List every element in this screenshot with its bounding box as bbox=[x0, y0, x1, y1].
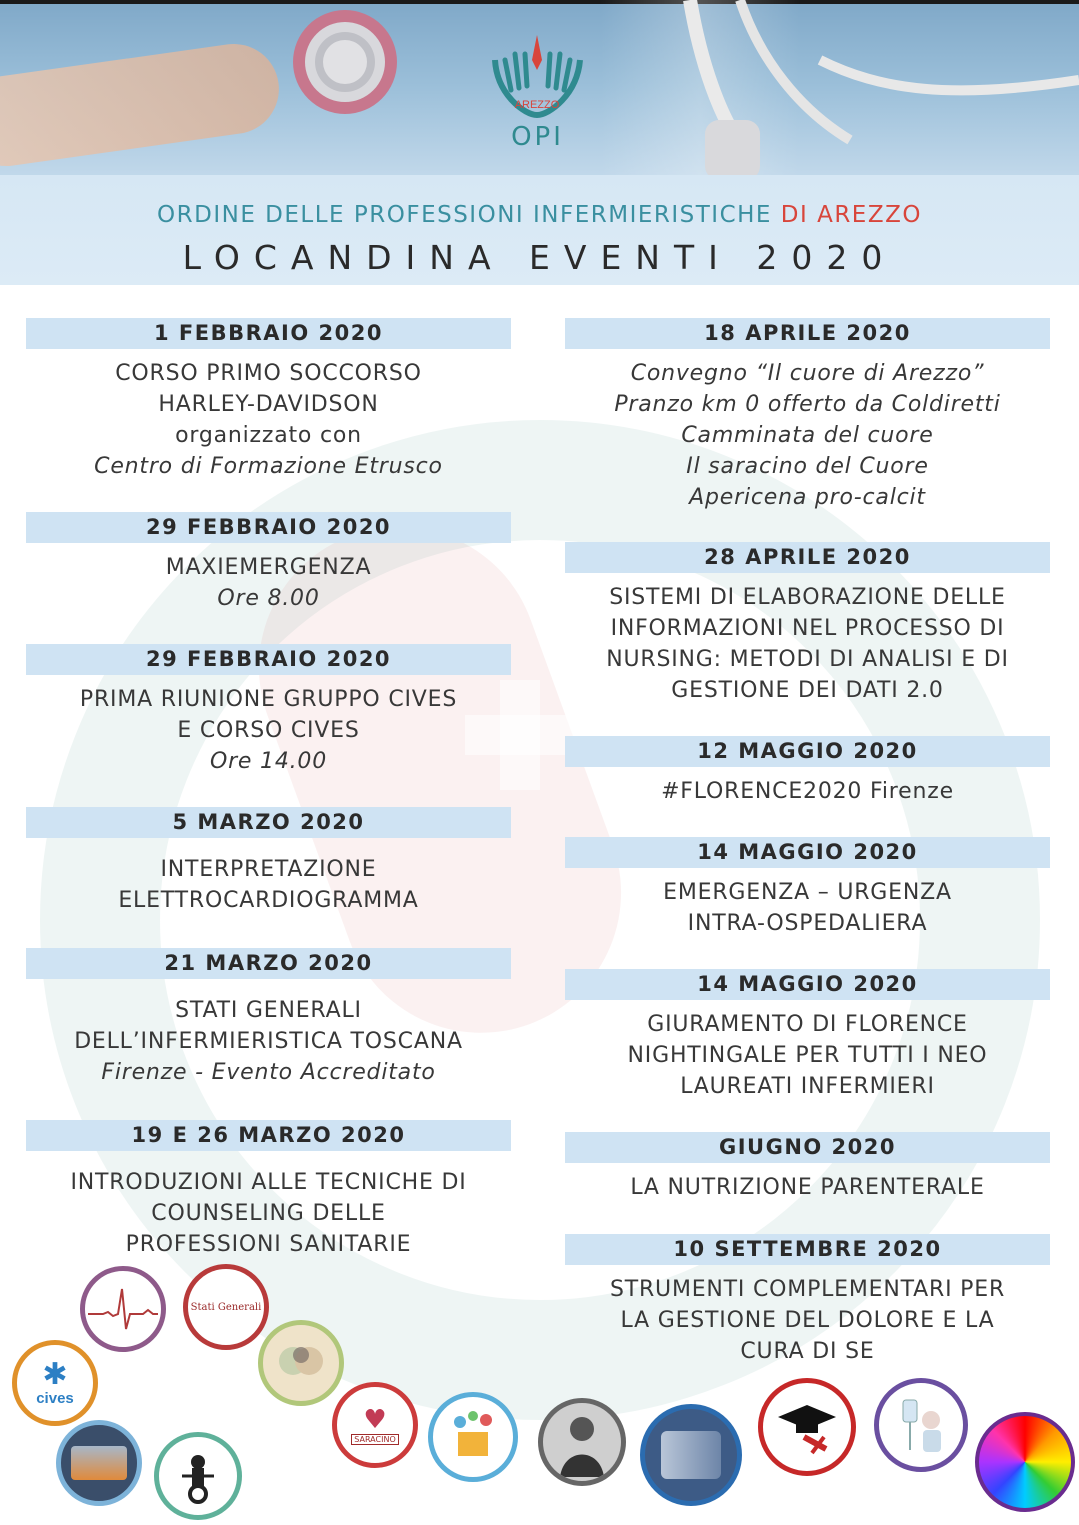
event-5-mar bbox=[26, 807, 511, 916]
event-line: Centro di Formazione Etrusco bbox=[94, 454, 443, 479]
ecg-badge bbox=[80, 1266, 166, 1352]
event-29-feb-cives bbox=[26, 644, 511, 777]
event-line: LA NUTRIZIONE PARENTERALE bbox=[630, 1175, 985, 1200]
cives-figure-icon: ✱ bbox=[42, 1356, 68, 1392]
event-date: 14 MAGGIO 2020 bbox=[565, 969, 1050, 1000]
iv-badge bbox=[874, 1378, 968, 1472]
event-line: Il saracino del Cuore bbox=[686, 454, 929, 479]
graduation-cap-icon bbox=[774, 1397, 840, 1457]
event-14-mag-emergenza bbox=[565, 837, 1050, 939]
event-line: STATI GENERALI bbox=[175, 998, 362, 1023]
event-line: NURSING: METODI DI ANALISI E DI bbox=[606, 647, 1009, 672]
event-line: Pranzo km 0 offerto da Coldiretti bbox=[614, 392, 1001, 417]
counseling-badge bbox=[258, 1320, 344, 1406]
event-line: DELL’INFERMIERISTICA TOSCANA bbox=[74, 1029, 463, 1054]
event-date: 12 MAGGIO 2020 bbox=[565, 736, 1050, 767]
event-date: 29 FEBBRAIO 2020 bbox=[26, 512, 511, 543]
event-line: GESTIONE DEI DATI 2.0 bbox=[671, 678, 944, 703]
saracino-label: SARACINO bbox=[351, 1434, 399, 1445]
florence-badge bbox=[538, 1398, 626, 1486]
event-giugno bbox=[565, 1132, 1050, 1203]
stati-generali-badge bbox=[183, 1264, 269, 1350]
portrait-icon bbox=[554, 1407, 610, 1477]
event-line: NIGHTINGALE PER TUTTI I NEO bbox=[627, 1043, 988, 1068]
event-line: Ore 14.00 bbox=[209, 749, 328, 774]
emergency-badge bbox=[640, 1404, 742, 1506]
campus-badge bbox=[56, 1420, 142, 1506]
org-accent: DI AREZZO bbox=[780, 202, 922, 228]
event-line: HARLEY-DAVIDSON bbox=[158, 392, 379, 417]
event-line: STRUMENTI COMPLEMENTARI PER bbox=[609, 1277, 1006, 1302]
event-date: 10 SETTEMBRE 2020 bbox=[565, 1234, 1050, 1265]
data-badge bbox=[428, 1392, 518, 1482]
hero-photo bbox=[0, 0, 1079, 190]
event-line: CORSO PRIMO SOCCORSO bbox=[115, 361, 422, 386]
organization-name bbox=[0, 202, 1079, 228]
event-date: 5 MARZO 2020 bbox=[26, 807, 511, 838]
event-line: INTERPRETAZIONE bbox=[160, 857, 377, 882]
color-wheel-badge bbox=[975, 1412, 1075, 1512]
opi-hands-icon bbox=[485, 30, 590, 125]
event-date: 21 MARZO 2020 bbox=[26, 948, 511, 979]
event-line: PRIMA RIUNIONE GRUPPO CIVES bbox=[79, 687, 458, 712]
event-line: #FLORENCE2020 Firenze bbox=[661, 779, 954, 804]
ecg-icon bbox=[88, 1284, 158, 1334]
event-29-feb-maxi bbox=[26, 512, 511, 614]
event-line: SISTEMI DI ELABORAZIONE DELLE bbox=[609, 585, 1006, 610]
org-main: ORDINE DELLE PROFESSIONI INFERMIERISTICHE bbox=[157, 202, 772, 228]
opi-logo bbox=[485, 30, 590, 155]
event-28-apr bbox=[565, 542, 1050, 706]
logo-text: OPI bbox=[511, 122, 564, 152]
event-14-mag-giuramento bbox=[565, 969, 1050, 1102]
saracino-badge bbox=[332, 1382, 418, 1468]
stati-generali-label: Stati Generali bbox=[190, 1301, 262, 1313]
event-line: CURA DI SE bbox=[740, 1339, 875, 1364]
corridor-icon bbox=[661, 1431, 721, 1479]
event-date: 1 FEBBRAIO 2020 bbox=[26, 318, 511, 349]
event-21-mar bbox=[26, 948, 511, 1088]
heads-icon bbox=[271, 1333, 331, 1393]
building-icon bbox=[71, 1446, 127, 1480]
event-line: MAXIEMERGENZA bbox=[165, 555, 372, 580]
event-date: 29 FEBBRAIO 2020 bbox=[26, 644, 511, 675]
event-date: GIUGNO 2020 bbox=[565, 1132, 1050, 1163]
event-19-26-mar bbox=[26, 1120, 511, 1260]
event-line: LAUREATI INFERMIERI bbox=[680, 1074, 935, 1099]
logo-sub: AREZZO bbox=[514, 99, 560, 111]
event-line: Camminata del cuore bbox=[681, 423, 934, 448]
cives-label: cives bbox=[36, 1389, 74, 1407]
motorcycle-icon bbox=[168, 1446, 228, 1506]
event-line: Convegno “Il cuore di Arezzo” bbox=[630, 361, 985, 386]
cives-badge bbox=[12, 1340, 98, 1426]
motorcycle-badge bbox=[154, 1432, 242, 1520]
event-line: Firenze - Evento Accreditato bbox=[101, 1060, 436, 1085]
event-18-apr bbox=[565, 318, 1050, 513]
event-date: 18 APRILE 2020 bbox=[565, 318, 1050, 349]
event-line: INFORMAZIONI NEL PROCESSO DI bbox=[610, 616, 1005, 641]
event-line: Ore 8.00 bbox=[217, 586, 320, 611]
event-date: 28 APRILE 2020 bbox=[565, 542, 1050, 573]
event-line: INTRODUZIONI ALLE TECNICHE DI bbox=[70, 1170, 467, 1195]
event-line: COUNSELING DELLE bbox=[151, 1201, 386, 1226]
event-date: 19 E 26 MARZO 2020 bbox=[26, 1120, 511, 1151]
event-line: EMERGENZA – URGENZA bbox=[663, 880, 952, 905]
event-line: E CORSO CIVES bbox=[177, 718, 360, 743]
heart-icon: ♥ bbox=[363, 1404, 387, 1435]
data-box-icon bbox=[442, 1406, 504, 1468]
page-title: LOCANDINA EVENTI 2020 bbox=[182, 238, 897, 277]
event-line: Apericena pro-calcit bbox=[689, 485, 926, 510]
event-10-set bbox=[565, 1234, 1050, 1367]
event-1-feb bbox=[26, 318, 511, 482]
event-line: organizzato con bbox=[175, 423, 362, 448]
event-line: GIURAMENTO DI FLORENCE bbox=[647, 1012, 968, 1037]
event-line: PROFESSIONI SANITARIE bbox=[125, 1232, 412, 1257]
event-line: ELETTROCARDIOGRAMMA bbox=[118, 888, 419, 913]
event-line: INTRA-OSPEDALIERA bbox=[687, 911, 928, 936]
event-12-mag bbox=[565, 736, 1050, 807]
event-date: 14 MAGGIO 2020 bbox=[565, 837, 1050, 868]
graduation-badge bbox=[758, 1378, 856, 1476]
event-line: LA GESTIONE DEL DOLORE E LA bbox=[620, 1308, 995, 1333]
iv-drip-icon bbox=[893, 1394, 949, 1456]
